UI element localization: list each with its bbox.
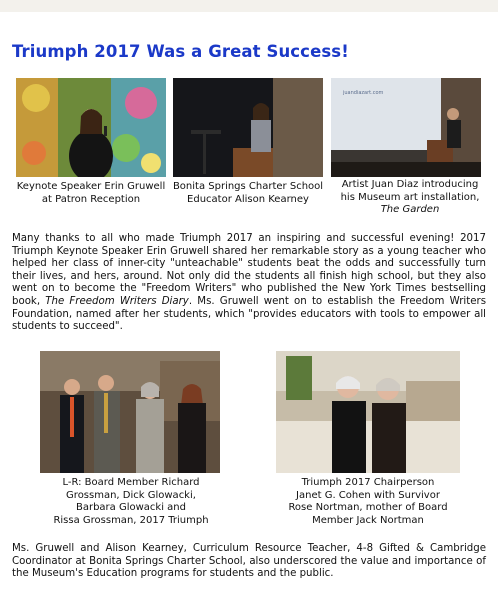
caption-line: Educator Alison Kearney [187, 193, 309, 205]
caption-line: Triumph 2017 Chairperson [301, 477, 435, 488]
caption-janet-rose [270, 477, 466, 527]
caption-alison-kearney [169, 181, 327, 206]
caption-line: Janet G. Cohen with Survivor [296, 489, 440, 501]
caption-juan-diaz [330, 179, 490, 217]
photo-erin-gruwell [16, 78, 166, 177]
body-paragraph-1 [12, 233, 486, 334]
paragraph-1-text-b: . Ms. Gruwell went on to establish the Freedom Writers Foundation, named after her students, which "provides educators with tools to empower all students to succeed". [12, 295, 487, 333]
top-strip [0, 0, 498, 12]
page-title: Triumph 2017 Was a Great Success! [12, 42, 349, 61]
caption-line: Artist Juan Diaz introducing [341, 179, 479, 190]
caption-erin-gruwell [8, 181, 174, 206]
photo-janet-rose [276, 351, 460, 473]
photo-board-members [40, 351, 220, 473]
caption-line: Bonita Springs Charter School [172, 181, 324, 192]
caption-line: at Patron Reception [41, 193, 141, 205]
caption-line: L-R: Board Member Richard [62, 477, 200, 488]
artwork-title: The Garden [380, 204, 440, 215]
body-paragraph-2: Ms. Gruwell and Alison Kearney, Curriculum Resource Teacher, 4-8 Gifted & Cambridge Coordinator at Bonita Springs Charter School, also underscored the value and importance of the Museum's Education programs for students and the public. [12, 543, 486, 580]
screen-url-text: juandiazart.com [343, 90, 384, 96]
caption-board-members [42, 477, 220, 527]
caption-line: Keynote Speaker Erin Gruwell [16, 181, 166, 192]
caption-line: Barbara Glowacki and [75, 502, 186, 513]
photo-alison-kearney [173, 78, 323, 177]
caption-line: Member Jack Nortman [312, 514, 424, 526]
caption-line: Rissa Grossman, 2017 Triumph [53, 514, 209, 526]
caption-line: Grossman, Dick Glowacki, [66, 489, 196, 501]
caption-line: Rose Nortman, mother of Board [288, 502, 448, 513]
paragraph-1-text-a: Many thanks to all who made Triumph 2017 an inspiring and successful evening! 2017 Triumph Keynote Speaker Erin Gruwell shared her remarkable story as a young teacher who helped her class of inner-city "unteachable" students beat the odds and successfully turn their lives, and hers, around. Not only did the students all finish high school, but they also went on to become the "Freedom Writers" who published the New York Times bestselling book, [12, 233, 486, 307]
photo-juan-diaz [331, 78, 481, 177]
book-title: The Freedom Writers Diary [45, 295, 189, 307]
caption-line: his Museum art installation, [340, 191, 480, 203]
